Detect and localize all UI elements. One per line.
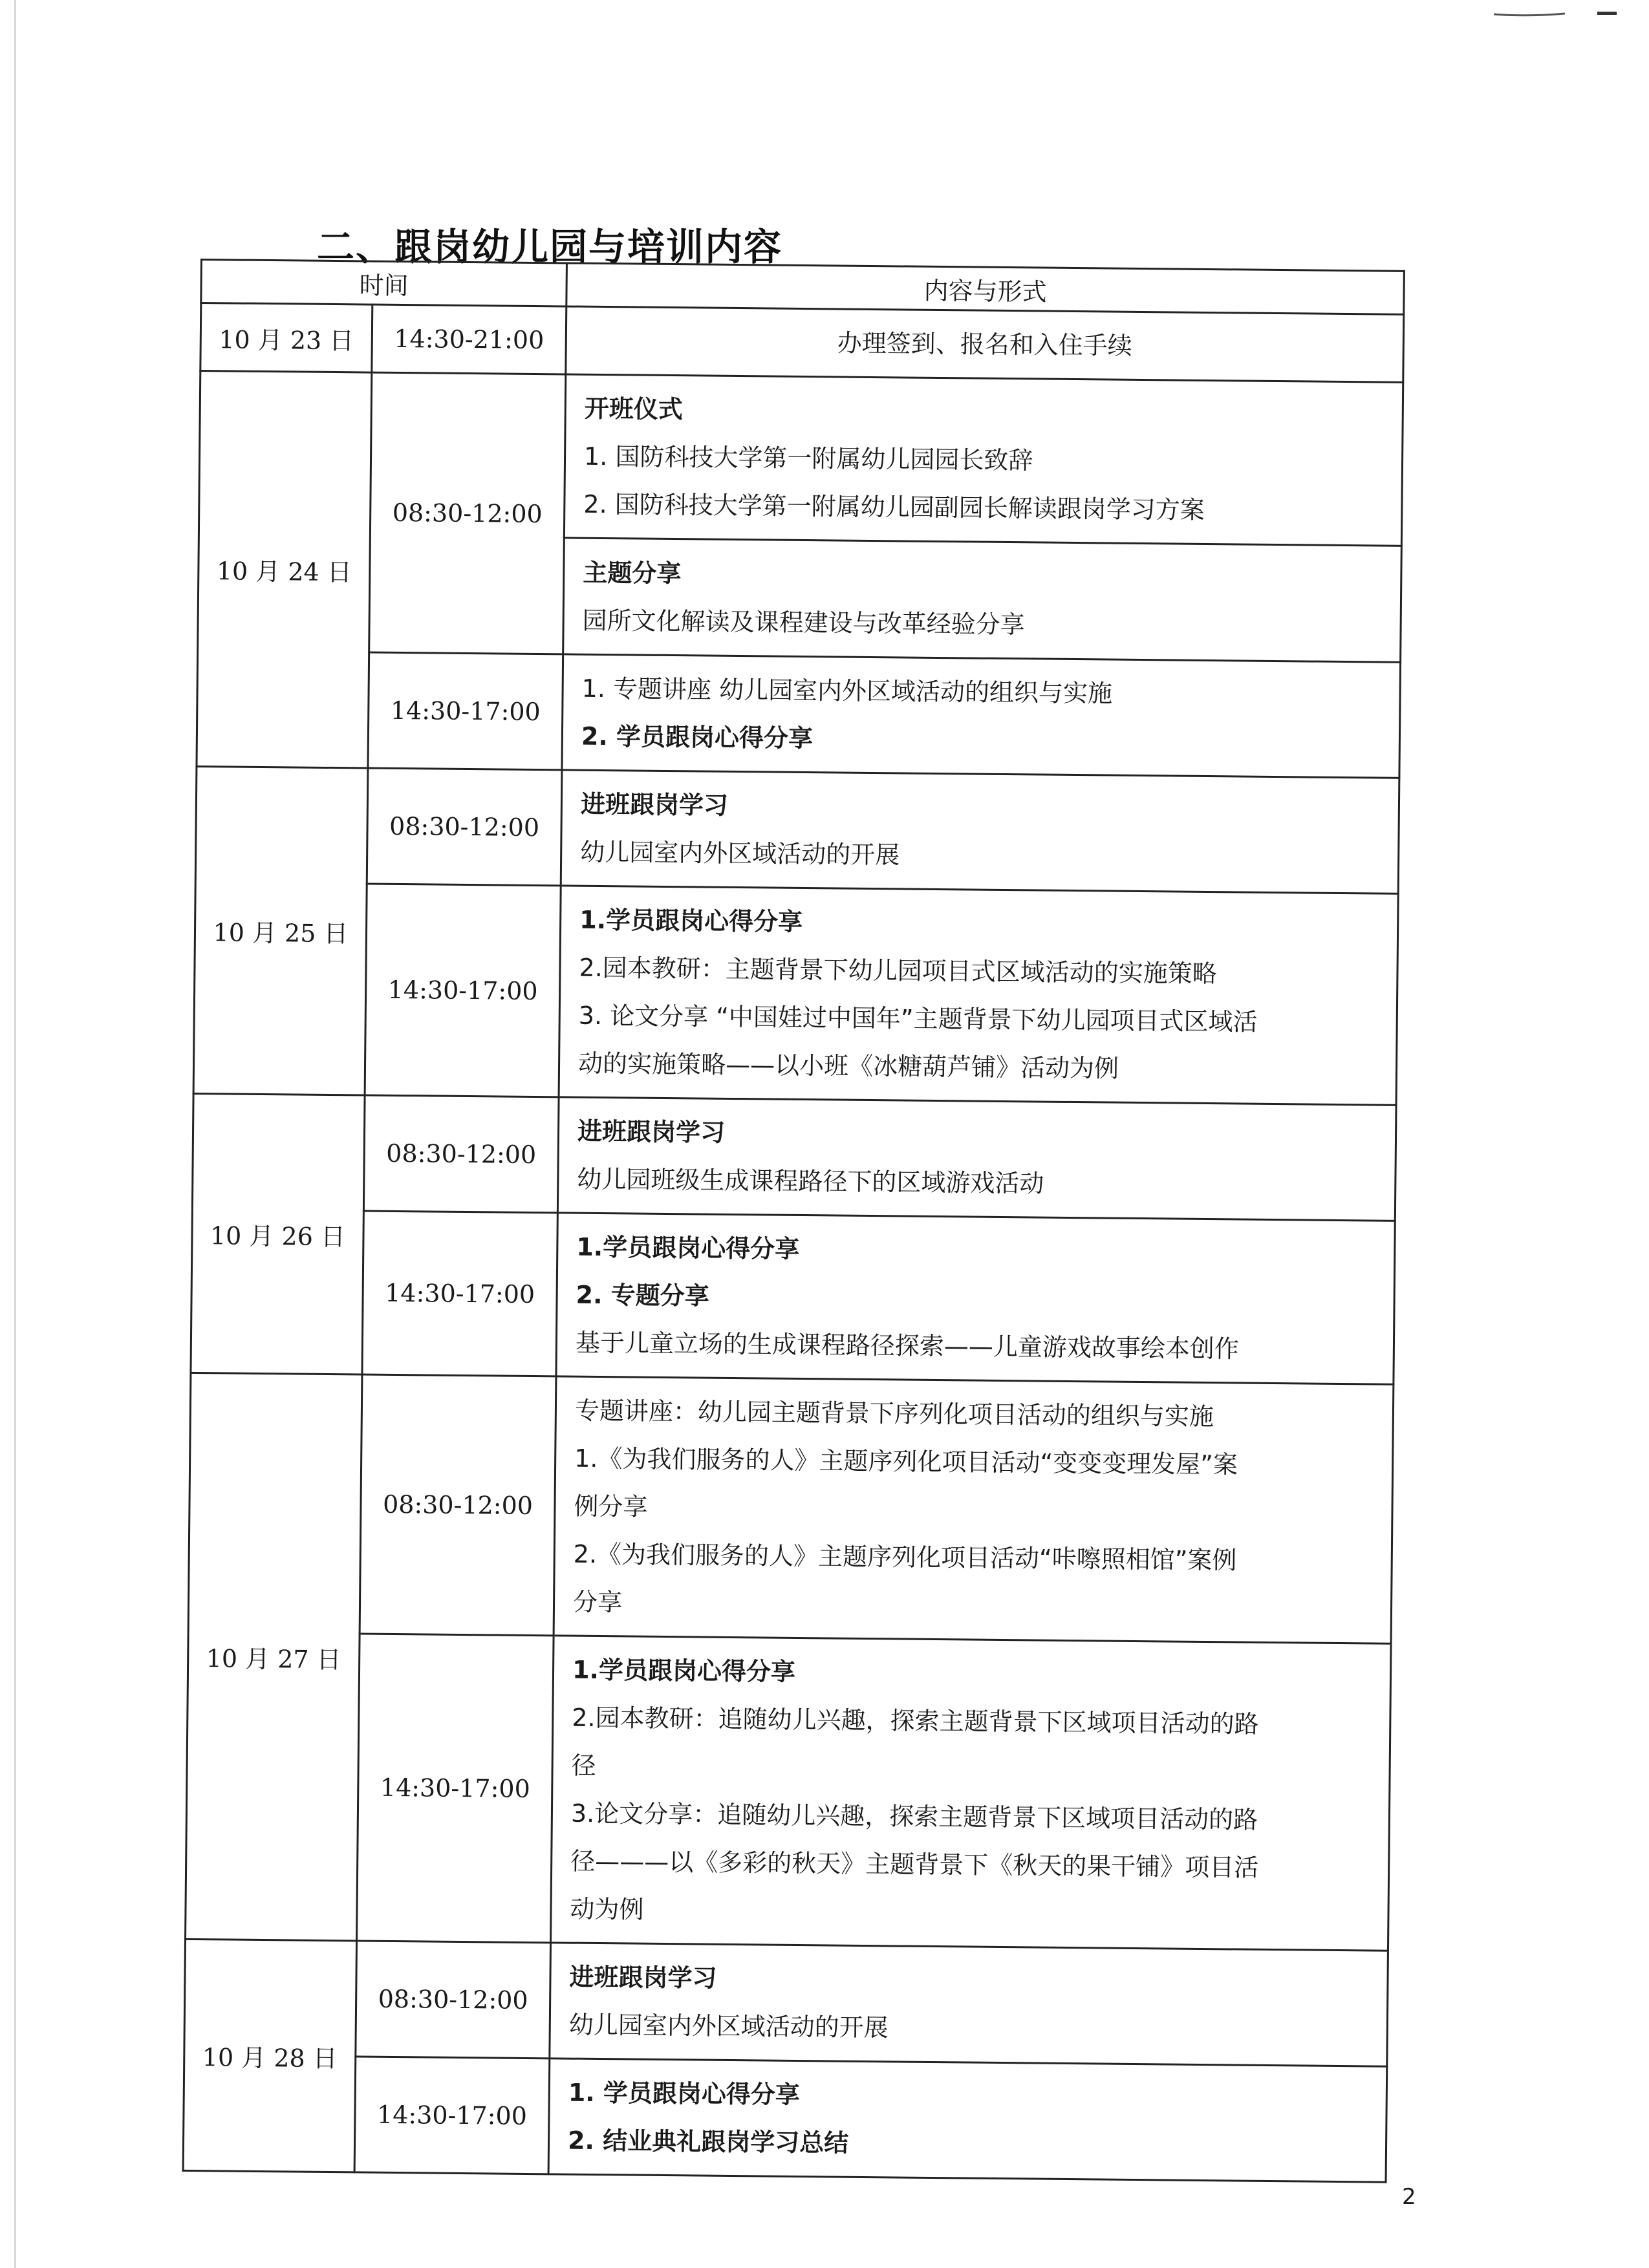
content-line: 2. 结业典礼跟岗学习总结	[567, 2126, 849, 2157]
content-line: 主题分享	[583, 558, 682, 588]
content-cell	[548, 2059, 1387, 2182]
schedule-row	[200, 303, 1404, 383]
schedule-row	[188, 1373, 1394, 1643]
schedule-sheet	[182, 259, 1403, 2183]
content-line: 园所文化解读及课程建设与改革经验分享	[582, 606, 1025, 639]
content-line: 1.学员跟岗心得分享	[572, 1655, 796, 1686]
date-cell: 10 月 27 日	[186, 1373, 362, 1941]
time-cell: 14:30-17:00	[362, 1211, 557, 1376]
content-line: 幼儿园室内外区域活动的开展	[580, 837, 900, 870]
schedule-row	[191, 1209, 1395, 1384]
content-line: 2.园本教研：主题背景下幼儿园项目式区域活动的实施策略	[579, 953, 1217, 989]
content-line: 基于儿童立场的生成课程路径探索——儿童游戏故事绘本创作	[575, 1328, 1240, 1364]
content-line: 开班仪式	[584, 394, 684, 424]
content-cell	[562, 654, 1401, 778]
content-cell	[566, 306, 1404, 382]
content-line: 例分享	[574, 1492, 648, 1521]
content-cell	[559, 886, 1398, 1105]
schedule-row	[183, 2055, 1387, 2182]
content-cell	[564, 374, 1403, 546]
header-content: 内容与形式	[566, 263, 1405, 314]
content-line: 1.学员跟岗心得分享	[579, 905, 803, 936]
date-cell: 10 月 25 日	[193, 766, 368, 1095]
content-line: 2.《为我们服务的人》主题序列化项目活动“咔嚓照相馆”案例	[573, 1539, 1237, 1575]
content-line: 进班跟岗学习	[580, 789, 729, 820]
content-line: 分享	[572, 1587, 623, 1617]
time-cell: 08:30-12:00	[360, 1375, 556, 1636]
time-cell: 14:30-17:00	[365, 884, 561, 1097]
content-line: 幼儿园室内外区域活动的开展	[568, 2010, 889, 2042]
section-title: 二、跟岗幼儿园与培训内容	[317, 225, 783, 269]
time-cell: 08:30-12:00	[356, 1941, 551, 2059]
date-cell: 10 月 24 日	[197, 371, 372, 769]
schedule-row	[186, 1632, 1391, 1951]
content-line: 动为例	[570, 1894, 644, 1924]
date-cell: 10 月 28 日	[183, 1939, 356, 2172]
content-line: 1. 学员跟岗心得分享	[568, 2078, 801, 2110]
schedule-row	[193, 882, 1398, 1105]
time-cell: 08:30-12:00	[369, 372, 566, 654]
content-line: 2. 专题分享	[576, 1280, 709, 1311]
time-cell: 14:30-17:00	[368, 652, 563, 770]
time-cell: 14:30-21:00	[372, 305, 566, 374]
content-line: 进班跟岗学习	[569, 1962, 717, 1993]
schedule-row	[197, 650, 1401, 778]
content-line: 1. 专题讲座 幼儿园室内外区域活动的组织与实施	[581, 674, 1113, 708]
content-line: 2. 国防科技大学第一附属幼儿园副园长解读跟岗学习方案	[583, 489, 1205, 524]
content-line: 1. 国防科技大学第一附属幼儿园园长致辞	[583, 442, 1033, 475]
date-cell: 10 月 26 日	[191, 1093, 365, 1375]
content-line: 专题讲座：幼儿园主题背景下序列化项目活动的组织与实施	[574, 1396, 1214, 1431]
content-line: 进班跟岗学习	[577, 1117, 726, 1147]
time-cell: 08:30-12:00	[367, 768, 562, 886]
time-cell: 08:30-12:00	[363, 1095, 559, 1213]
schedule-row	[192, 1093, 1396, 1221]
header-time: 时间	[201, 260, 567, 306]
content-cell	[557, 1097, 1396, 1221]
time-cell: 14:30-17:00	[354, 2057, 550, 2174]
scan-edge	[14, 0, 16, 2268]
date-cell: 10 月 23 日	[200, 303, 372, 373]
content-line: 幼儿园班级生成课程路径下的区域游戏活动	[577, 1164, 1044, 1198]
content-cell	[551, 1636, 1391, 1951]
content-line: 径	[571, 1751, 596, 1780]
content-cell	[554, 1376, 1394, 1643]
scan-mark	[1494, 10, 1623, 17]
schedule-table	[182, 259, 1405, 2183]
time-cell: 14:30-17:00	[357, 1634, 554, 1943]
content-cell	[556, 1213, 1395, 1384]
content-line: 办理签到、报名和入住手续	[837, 328, 1132, 360]
page-number: 2	[1402, 2184, 1416, 2210]
content-line: 3.论文分享：追随幼儿兴趣，探索主题背景下区域项目活动的路	[570, 1799, 1258, 1834]
content-line: 3. 论文分享 “中国娃过中国年”主题背景下幼儿园项目式区域活	[578, 1001, 1258, 1036]
content-line: 2.园本教研：追随幼儿兴趣，探索主题背景下区域项目活动的路	[572, 1703, 1259, 1738]
content-line: 1.《为我们服务的人》主题序列化项目活动“变变变理发屋”案	[574, 1444, 1238, 1479]
content-line: 2. 学员跟岗心得分享	[581, 722, 814, 753]
content-line: 1.学员跟岗心得分享	[576, 1232, 800, 1263]
content-line: 动的实施策略——以小班《冰糖葫芦铺》活动为例	[577, 1049, 1119, 1083]
content-line: 径———以《多彩的秋天》主题背景下《秋天的果干铺》项目活	[570, 1846, 1259, 1882]
content-cell	[563, 538, 1402, 662]
content-cell	[561, 770, 1399, 893]
schedule-row	[184, 1939, 1388, 2066]
content-cell	[550, 1943, 1388, 2066]
schedule-row	[195, 766, 1399, 893]
schedule-row	[199, 371, 1403, 546]
